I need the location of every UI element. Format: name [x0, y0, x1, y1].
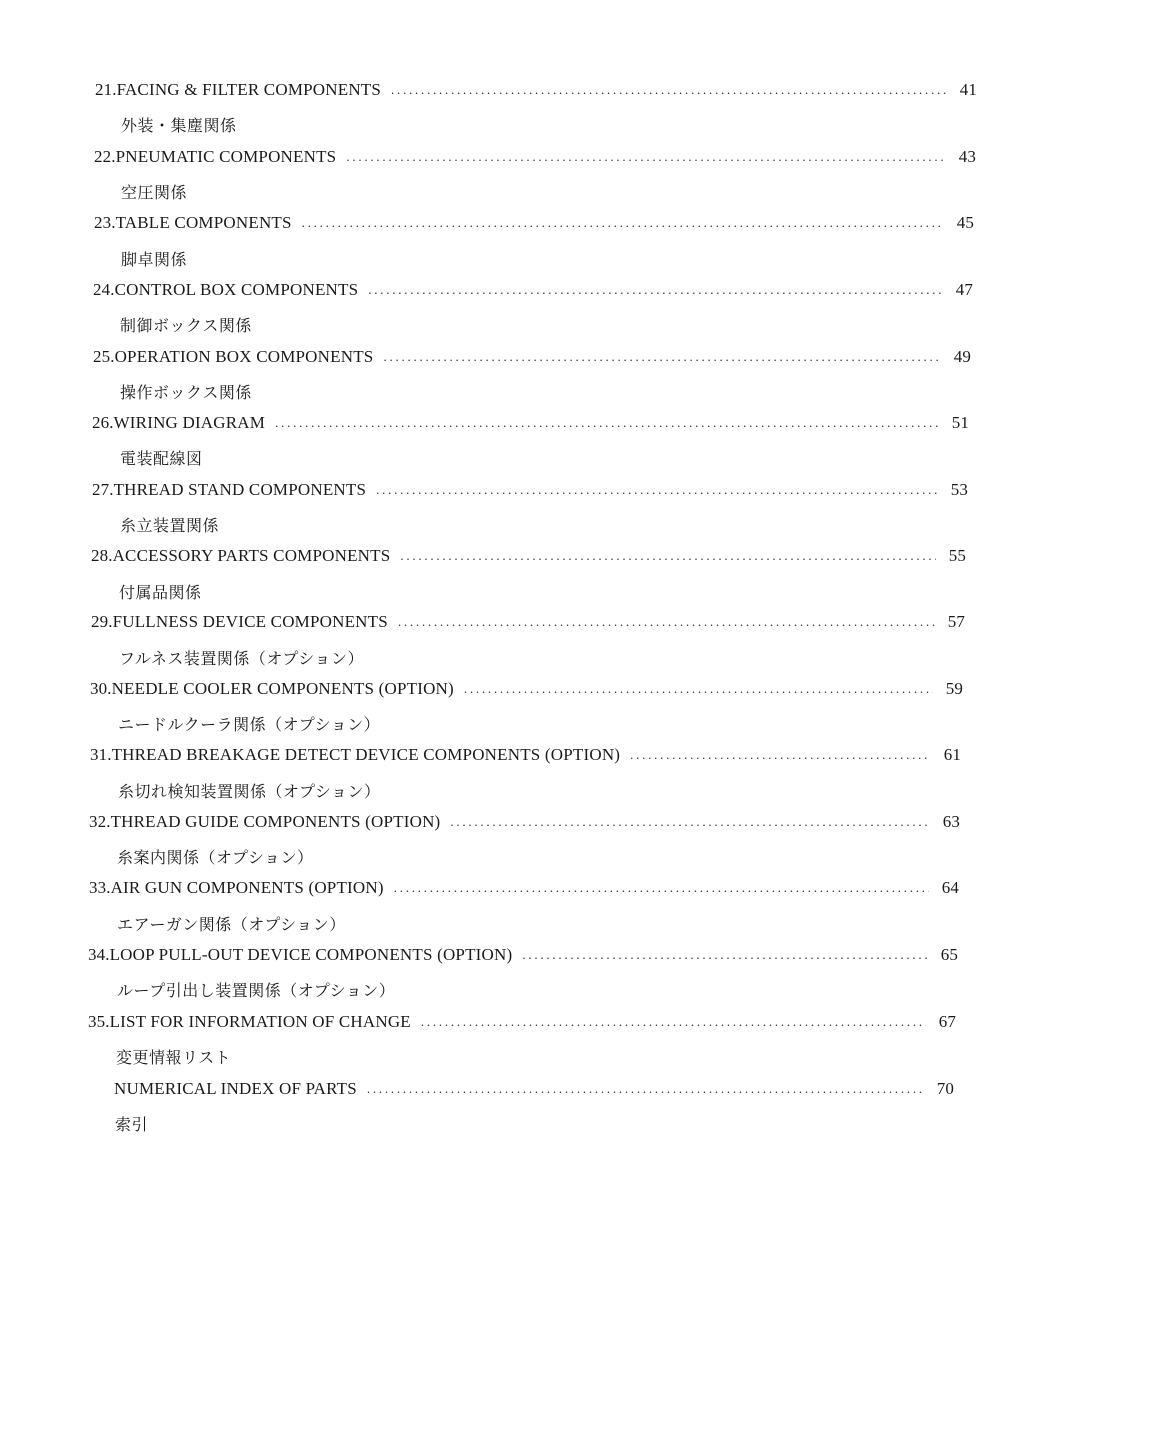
toc-entry-number: 31.	[90, 745, 112, 764]
toc-entry-subtitle: 空圧関係	[121, 183, 188, 202]
toc-entry-number: 32.	[89, 812, 111, 831]
toc-entry-subtitle: ループ引出し装置関係（オプション）	[117, 981, 396, 1000]
toc-entry-page-number: 51	[951, 413, 969, 432]
toc-entry-title: THREAD STAND COMPONENTS	[113, 480, 367, 499]
toc-entry-page-number: 41	[959, 80, 977, 99]
dot-leader	[630, 747, 931, 763]
dot-leader	[383, 349, 941, 365]
toc-entry[interactable]	[88, 945, 958, 979]
toc-entry-page-number: 70	[936, 1079, 954, 1098]
toc-entry-title: LIST FOR INFORMATION OF CHANGE	[109, 1012, 411, 1031]
toc-entry-subtitle: 脚卓関係	[121, 250, 188, 269]
toc-entry-title: CONTROL BOX COMPONENTS	[114, 280, 359, 299]
toc-entry-number: 28.	[91, 546, 113, 565]
toc-entry-page-number: 55	[948, 546, 966, 565]
toc-entry-subtitle: 電装配線図	[120, 449, 203, 468]
toc-entry-page-number: 49	[953, 347, 971, 366]
toc-entry-subtitle: 糸立装置関係	[120, 516, 220, 535]
toc-entry[interactable]	[89, 812, 960, 846]
toc-entry-subtitle: 操作ボックス関係	[120, 383, 252, 402]
toc-entry[interactable]	[91, 546, 966, 580]
toc-entry-number: 23.	[94, 213, 116, 232]
toc-entry-page-number: 43	[958, 147, 976, 166]
toc-entry-page-number: 63	[942, 812, 960, 831]
toc-entry-number: 34.	[88, 945, 110, 964]
toc-entry-title: NEEDLE COOLER COMPONENTS (OPTION)	[111, 679, 454, 698]
dot-leader	[394, 880, 929, 896]
toc-entry-subtitle: 変更情報リスト	[116, 1048, 232, 1067]
dot-leader	[400, 548, 936, 564]
toc-entry-subtitle: 付属品関係	[119, 583, 202, 602]
toc-entry-subtitle: 索引	[115, 1115, 149, 1134]
toc-entry[interactable]	[93, 347, 971, 381]
toc-entry-subtitle: ニードルクーラ関係（オプション）	[118, 715, 381, 734]
toc-entry-subtitle: エアーガン関係（オプション）	[117, 915, 346, 934]
toc-entry[interactable]	[93, 280, 973, 314]
toc-entry-subtitle: 糸案内関係（オプション）	[117, 848, 314, 867]
toc-entry-number: 29.	[91, 612, 113, 631]
toc-entry[interactable]	[94, 147, 976, 181]
toc-entry-title: AIR GUN COMPONENTS (OPTION)	[110, 878, 384, 897]
toc-entry[interactable]	[90, 679, 963, 713]
toc-entry-number: 35.	[88, 1012, 110, 1031]
toc-entry-title: PNEUMATIC COMPONENTS	[115, 147, 337, 166]
toc-entry-title: FULLNESS DEVICE COMPONENTS	[112, 612, 388, 631]
toc-entry-number: 26.	[92, 413, 114, 432]
toc-entry-title: THREAD BREAKAGE DETECT DEVICE COMPONENTS (OPTION)	[111, 745, 621, 764]
toc-entry-title: LOOP PULL-OUT DEVICE COMPONENTS (OPTION)	[109, 945, 513, 964]
toc-entry-subtitle: 外装・集塵関係	[121, 116, 237, 135]
toc-entry[interactable]	[95, 80, 977, 114]
toc-entry-title: WIRING DIAGRAM	[113, 413, 266, 432]
toc-entry[interactable]	[90, 745, 961, 779]
toc-entry-page-number: 57	[947, 612, 965, 631]
toc-entry-page-number: 64	[941, 878, 959, 897]
toc-entry-number: 33.	[89, 878, 111, 897]
dot-leader	[398, 614, 935, 630]
toc-entry-subtitle: 制御ボックス関係	[120, 316, 252, 335]
toc-entry-title: OPERATION BOX COMPONENTS	[114, 347, 374, 366]
toc-entry-title: FACING & FILTER COMPONENTS	[116, 80, 382, 99]
toc-entry-title: TABLE COMPONENTS	[115, 213, 292, 232]
toc-entry-page-number: 65	[940, 945, 958, 964]
dot-leader	[367, 1081, 924, 1097]
toc-entry-page-number: 47	[955, 280, 973, 299]
toc-entry-page-number: 59	[945, 679, 963, 698]
dot-leader	[464, 681, 933, 697]
toc-entry-subtitle: 糸切れ検知装置関係（オプション）	[118, 782, 381, 801]
toc-entry[interactable]	[94, 213, 974, 247]
toc-entry-number: 21.	[95, 80, 117, 99]
toc-entry-title: THREAD GUIDE COMPONENTS (OPTION)	[110, 812, 441, 831]
toc-entry[interactable]	[88, 1012, 956, 1046]
dot-leader	[421, 1014, 926, 1030]
toc-entry[interactable]	[91, 612, 965, 646]
toc-entry-page-number: 53	[950, 480, 968, 499]
toc-entry-number: 22.	[94, 147, 116, 166]
dot-leader	[302, 215, 944, 231]
dot-leader	[275, 415, 939, 431]
toc-entry-number: 25.	[93, 347, 115, 366]
toc-entry-page-number: 61	[943, 745, 961, 764]
toc-entry[interactable]	[92, 480, 968, 514]
toc-entry-subtitle: フルネス装置関係（オプション）	[119, 649, 364, 668]
toc-entry-title: ACCESSORY PARTS COMPONENTS	[112, 546, 391, 565]
dot-leader	[376, 482, 938, 498]
toc-entry-page-number: 67	[938, 1012, 956, 1031]
toc-entry[interactable]	[92, 413, 969, 447]
toc-entry-number: 30.	[90, 679, 112, 698]
dot-leader	[522, 947, 928, 963]
toc-entry[interactable]	[114, 1079, 954, 1113]
toc-entry-page-number: 45	[956, 213, 974, 232]
toc-entry-number: 27.	[92, 480, 114, 499]
dot-leader	[450, 814, 930, 830]
dot-leader	[391, 82, 947, 98]
toc-entry-title: NUMERICAL INDEX OF PARTS	[114, 1079, 357, 1098]
dot-leader	[368, 282, 943, 298]
toc-entry[interactable]	[89, 878, 959, 912]
toc-entry-number: 24.	[93, 280, 115, 299]
dot-leader	[346, 149, 946, 165]
